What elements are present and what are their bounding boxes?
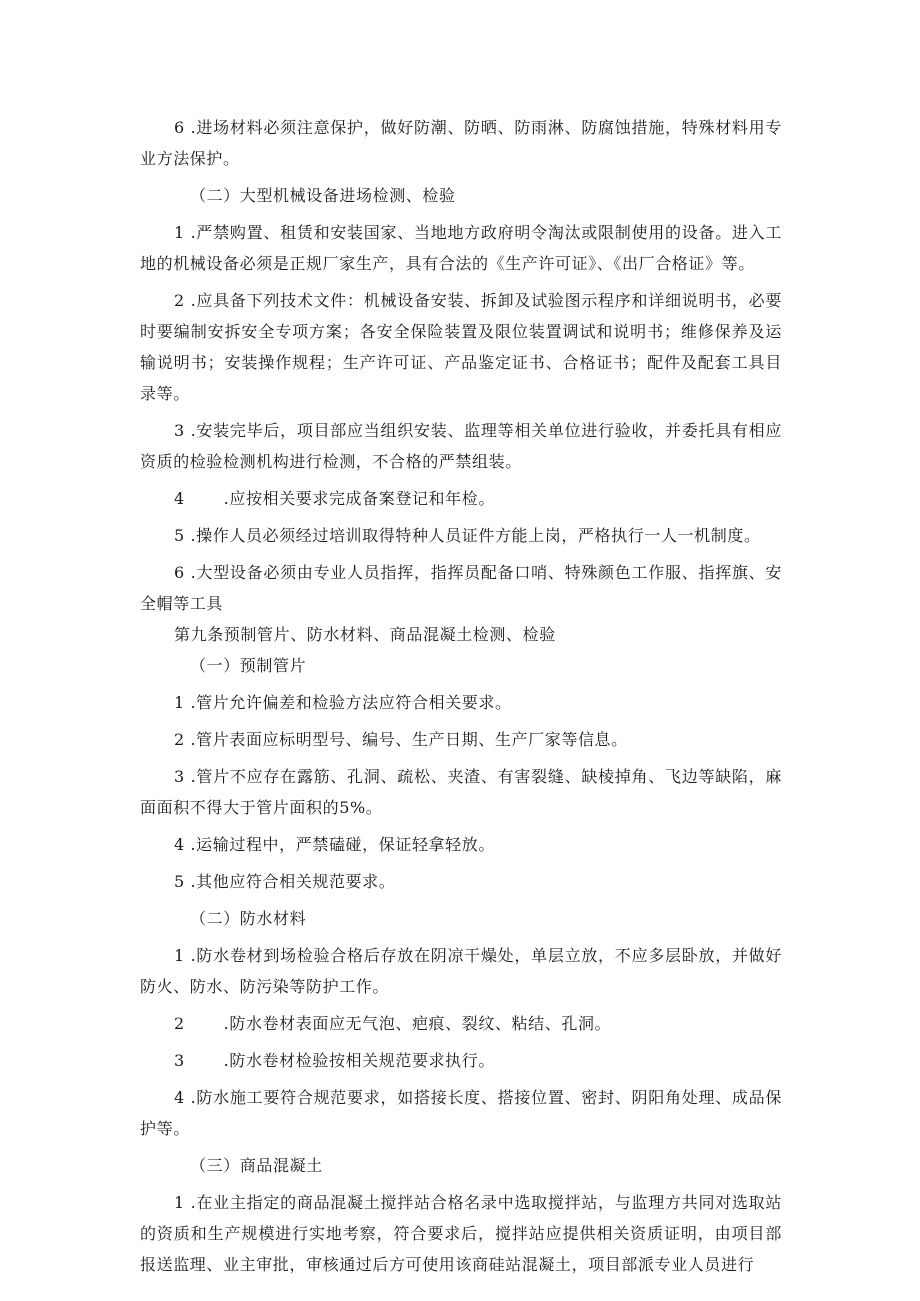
paragraph-item: 5 .操作人员必须经过培训取得特种人员证件方能上岗，严格执行一人一机制度。 <box>174 526 761 545</box>
paragraph-item: 4 .运输过程中，严禁磕碰，保证轻拿轻放。 <box>174 835 495 854</box>
paragraph-item: 4 .应按相关要求完成备案登记和年检。 <box>174 489 495 508</box>
paragraph-item: 6 .进场材料必须注意保护，做好防潮、防晒、防雨淋、防腐蚀措施，特殊材料用专业方法保护。 <box>140 118 782 168</box>
paragraph-item: 2 .防水卷材表面应无气泡、疤痕、裂纹、粘结、孔洞。 <box>174 1014 612 1033</box>
paragraph-item: 3 .防水卷材检验按相关规范要求执行。 <box>174 1051 495 1070</box>
paragraph-item: 4 .防水施工要符合规范要求，如搭接长度、搭接位置、密封、阴阳角处理、成品保护等。 <box>140 1088 782 1138</box>
paragraph-item: 5 .其他应符合相关规范要求。 <box>174 872 396 891</box>
paragraph-item: 1 .在业主指定的商品混凝土搅拌站合格名录中选取搅拌站，与监理方共同对选取站的资质和生产规模进行实地考察，符合要求后，搅拌站应提供相关资质证明，由项目部报送监理、业主审批，审核通过后方可使用该商硅站混凝土，项目部派专业人员进行 <box>140 1193 782 1274</box>
paragraph-item: 2 .应具备下列技术文件：机械设备安装、拆卸及试验图示程序和详细说明书，必要时要编制安拆安全专项方案；各安全保险装置及限位装置调试和说明书；维修保养及运输说明书；安装操作规程；生产许可证、产品鉴定证书、合格证书；配件及配套工具目录等。 <box>140 291 782 403</box>
section-heading: （一）预制管片 <box>190 656 307 675</box>
document-body <box>140 112 782 1280</box>
paragraph-item: 1 .严禁购置、租赁和安装国家、当地地方政府明令淘汰或限制使用的设备。进入工地的机械设备必须是正规厂家生产，具有合法的《生产许可证》、《出厂合格证》等。 <box>140 223 782 273</box>
paragraph-item: 1 .防水卷材到场检验合格后存放在阴凉干燥处，单层立放，不应多层卧放，并做好防火、防水、防污染等防护工作。 <box>140 946 782 996</box>
section-heading: （二）防水材料 <box>190 909 307 928</box>
section-heading: （三）商品混凝土 <box>190 1156 323 1175</box>
paragraph-item: 3 .管片不应存在露筋、孔洞、疏松、夹渣、有害裂缝、缺棱掉角、飞边等缺陷，麻面面积不得大于管片面积的5%。 <box>140 767 782 817</box>
paragraph-item: 1 .管片允许偏差和检验方法应符合相关要求。 <box>174 693 512 712</box>
paragraph-item: 6 .大型设备必须由专业人员指挥，指挥员配备口哨、特殊颜色工作服、指挥旗、安全帽等工具 <box>140 563 782 613</box>
article-heading: 第九条预制管片、防水材料、商品混凝土检测、检验 <box>174 625 556 644</box>
section-heading: （二）大型机械设备进场检测、检验 <box>190 186 456 205</box>
paragraph-item: 3 .安装完毕后，项目部应当组织安装、监理等相关单位进行验收，并委托具有相应资质的检验检测机构进行检测，不合格的严禁组装。 <box>140 421 782 471</box>
paragraph-item: 2 .管片表面应标明型号、编号、生产日期、生产厂家等信息。 <box>174 730 628 749</box>
